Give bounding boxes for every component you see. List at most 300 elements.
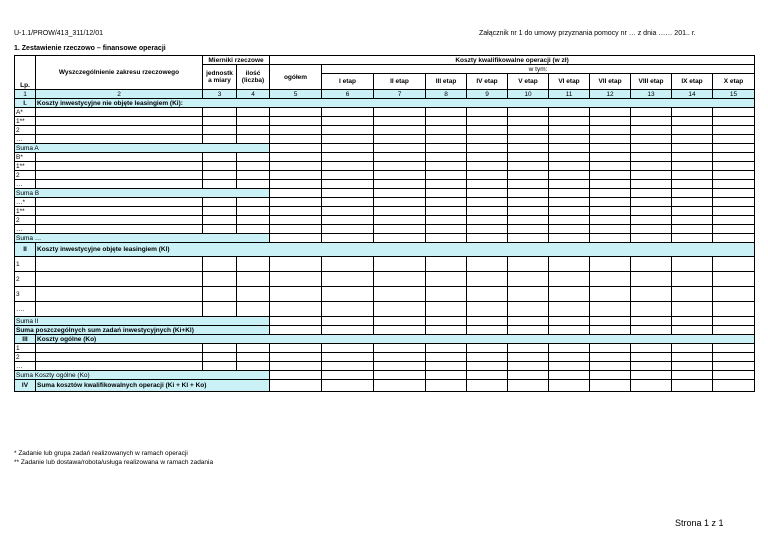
table-cell bbox=[467, 225, 508, 234]
table-cell bbox=[631, 126, 672, 135]
table-cell bbox=[467, 171, 508, 180]
table-cell bbox=[270, 108, 322, 117]
table-cell bbox=[36, 207, 203, 216]
sum-label: Suma poszczególnych sum zadań inwestycyjnych (Ki+Kl) bbox=[15, 326, 270, 335]
table-cell bbox=[374, 371, 426, 380]
table-cell bbox=[549, 189, 590, 198]
table-cell bbox=[508, 198, 549, 207]
table-cell bbox=[672, 171, 713, 180]
table-cell bbox=[508, 108, 549, 117]
section-title: 1. Zestawienie rzeczowo – finansowe operacji bbox=[14, 45, 166, 52]
sum-row bbox=[15, 317, 755, 326]
table-cell bbox=[374, 171, 426, 180]
table-cell bbox=[590, 198, 631, 207]
table-cell bbox=[203, 344, 237, 353]
stage-header: IV etap bbox=[467, 74, 508, 90]
table-cell bbox=[631, 189, 672, 198]
table-row bbox=[15, 162, 755, 171]
table-cell bbox=[270, 362, 322, 371]
section-row bbox=[15, 335, 755, 344]
section-title-cell: Koszty inwestycyjne nie objęte leasingiem (Ki): bbox=[36, 99, 755, 108]
table-cell bbox=[467, 126, 508, 135]
table-cell bbox=[374, 257, 426, 272]
table-cell bbox=[374, 144, 426, 153]
table-row bbox=[15, 117, 755, 126]
table-cell bbox=[36, 257, 203, 272]
table-cell bbox=[590, 371, 631, 380]
table-cell bbox=[631, 326, 672, 335]
row-label: 2 bbox=[15, 171, 36, 180]
table-cell bbox=[426, 344, 467, 353]
table-cell bbox=[549, 180, 590, 189]
table-cell bbox=[322, 207, 374, 216]
table-cell bbox=[590, 272, 631, 287]
table-cell bbox=[270, 344, 322, 353]
table-cell bbox=[374, 198, 426, 207]
table-cell bbox=[508, 225, 549, 234]
table-cell bbox=[631, 353, 672, 362]
stage-header: V etap bbox=[508, 74, 549, 90]
table-cell bbox=[467, 257, 508, 272]
table-cell bbox=[203, 135, 237, 144]
table-cell bbox=[203, 272, 237, 287]
table-cell bbox=[508, 153, 549, 162]
row-label: 1** bbox=[15, 117, 36, 126]
table-cell bbox=[713, 362, 755, 371]
table-cell bbox=[203, 287, 237, 302]
sum-label: Suma II bbox=[15, 317, 270, 326]
page-number: Strona 1 z 1 bbox=[675, 518, 724, 528]
section-title-cell: Suma kosztów kwalifikowalnych operacji (Ki + Kl + Ko) bbox=[36, 380, 270, 392]
col-number: 4 bbox=[237, 90, 270, 99]
table-cell bbox=[508, 180, 549, 189]
table-cell bbox=[36, 135, 203, 144]
table-cell bbox=[631, 225, 672, 234]
table-cell bbox=[549, 153, 590, 162]
table-cell bbox=[467, 380, 508, 392]
col-number: 6 bbox=[322, 90, 374, 99]
table-cell bbox=[322, 126, 374, 135]
section-row bbox=[15, 380, 755, 392]
col-number: 10 bbox=[508, 90, 549, 99]
table-cell bbox=[672, 225, 713, 234]
table-cell bbox=[203, 257, 237, 272]
table-cell bbox=[426, 234, 467, 243]
table-cell bbox=[270, 302, 322, 317]
table-cell bbox=[270, 162, 322, 171]
table-cell bbox=[631, 234, 672, 243]
table-cell bbox=[203, 302, 237, 317]
table-cell bbox=[672, 108, 713, 117]
table-cell bbox=[631, 371, 672, 380]
table-cell bbox=[549, 302, 590, 317]
table-cell bbox=[237, 287, 270, 302]
table-cell bbox=[672, 189, 713, 198]
table-cell bbox=[203, 362, 237, 371]
table-cell bbox=[672, 153, 713, 162]
table-cell bbox=[713, 126, 755, 135]
table-cell bbox=[549, 234, 590, 243]
table-cell bbox=[713, 371, 755, 380]
table-cell bbox=[631, 144, 672, 153]
table-cell bbox=[270, 135, 322, 144]
table-cell bbox=[713, 135, 755, 144]
row-label: B* bbox=[15, 153, 36, 162]
table-cell bbox=[270, 144, 322, 153]
table-cell bbox=[672, 162, 713, 171]
table-cell bbox=[549, 287, 590, 302]
table-cell bbox=[374, 207, 426, 216]
table-cell bbox=[374, 180, 426, 189]
table-cell bbox=[270, 126, 322, 135]
table-cell bbox=[631, 198, 672, 207]
table-row bbox=[15, 153, 755, 162]
table-cell bbox=[672, 135, 713, 144]
table-cell bbox=[713, 162, 755, 171]
section-number: IV bbox=[15, 380, 36, 392]
table-cell bbox=[426, 362, 467, 371]
table-cell bbox=[322, 117, 374, 126]
table-cell bbox=[467, 353, 508, 362]
table-cell bbox=[237, 362, 270, 371]
table-cell bbox=[713, 380, 755, 392]
table-cell bbox=[322, 216, 374, 225]
row-label: 2 bbox=[15, 272, 36, 287]
table-cell bbox=[508, 207, 549, 216]
section-number: I. bbox=[15, 99, 36, 108]
table-cell bbox=[713, 302, 755, 317]
table-cell bbox=[467, 189, 508, 198]
table-cell bbox=[322, 234, 374, 243]
table-cell bbox=[672, 257, 713, 272]
footnote-2: ** Zadanie lub dostawa/robota/usługa realizowana w ramach zadania bbox=[14, 459, 214, 466]
table-cell bbox=[549, 144, 590, 153]
table-cell bbox=[322, 135, 374, 144]
table-cell bbox=[203, 180, 237, 189]
table-cell bbox=[467, 362, 508, 371]
table-cell bbox=[549, 362, 590, 371]
table-cell bbox=[203, 153, 237, 162]
row-label: 1** bbox=[15, 162, 36, 171]
header-row-1 bbox=[15, 56, 755, 65]
stage-header: X etap bbox=[713, 74, 755, 90]
stage-header: IX etap bbox=[672, 74, 713, 90]
total-header: ogółem bbox=[270, 65, 322, 90]
table-cell bbox=[508, 162, 549, 171]
sum-row bbox=[15, 189, 755, 198]
row-label: … bbox=[15, 225, 36, 234]
table-cell bbox=[590, 257, 631, 272]
section-title-cell: Koszty inwestycyjne objęte leasingiem (Kl) bbox=[36, 243, 755, 257]
table-cell bbox=[631, 380, 672, 392]
table-row bbox=[15, 344, 755, 353]
table-cell bbox=[270, 180, 322, 189]
col-number: 8 bbox=[426, 90, 467, 99]
stage-header: III etap bbox=[426, 74, 467, 90]
table-cell bbox=[672, 117, 713, 126]
table-cell bbox=[36, 302, 203, 317]
table-cell bbox=[467, 272, 508, 287]
table-cell bbox=[270, 225, 322, 234]
table-cell bbox=[590, 353, 631, 362]
table-cell bbox=[590, 326, 631, 335]
table-cell bbox=[237, 257, 270, 272]
table-cell bbox=[672, 371, 713, 380]
table-cell bbox=[322, 153, 374, 162]
unit-header: jednostk a miary bbox=[203, 65, 237, 90]
row-label: 2 bbox=[15, 353, 36, 362]
table-cell bbox=[631, 171, 672, 180]
table-cell bbox=[237, 272, 270, 287]
table-cell bbox=[237, 162, 270, 171]
table-cell bbox=[549, 108, 590, 117]
stage-header: VI etap bbox=[549, 74, 590, 90]
table-cell bbox=[426, 162, 467, 171]
table-cell bbox=[426, 117, 467, 126]
table-cell bbox=[374, 380, 426, 392]
table-cell bbox=[590, 108, 631, 117]
table-cell bbox=[237, 180, 270, 189]
table-cell bbox=[270, 353, 322, 362]
table-cell bbox=[322, 344, 374, 353]
table-cell bbox=[467, 317, 508, 326]
table-cell bbox=[426, 207, 467, 216]
row-label: 2 bbox=[15, 126, 36, 135]
table-cell bbox=[672, 326, 713, 335]
table-row bbox=[15, 108, 755, 117]
table-cell bbox=[36, 153, 203, 162]
table-cell bbox=[36, 272, 203, 287]
table-cell bbox=[590, 207, 631, 216]
section-title-cell: Koszty ogólne (Ko) bbox=[36, 335, 755, 344]
table-cell bbox=[374, 135, 426, 144]
table-cell bbox=[672, 344, 713, 353]
row-label: 1** bbox=[15, 207, 36, 216]
table-cell bbox=[36, 225, 203, 234]
table-cell bbox=[426, 180, 467, 189]
table-cell bbox=[467, 162, 508, 171]
table-cell bbox=[508, 344, 549, 353]
table-cell bbox=[713, 153, 755, 162]
table-cell bbox=[322, 144, 374, 153]
table-cell bbox=[590, 126, 631, 135]
table-cell bbox=[467, 371, 508, 380]
table-cell bbox=[426, 326, 467, 335]
table-cell bbox=[322, 257, 374, 272]
table-cell bbox=[631, 257, 672, 272]
table-row bbox=[15, 171, 755, 180]
table-cell bbox=[374, 225, 426, 234]
table-cell bbox=[36, 344, 203, 353]
table-cell bbox=[374, 353, 426, 362]
col-number: 3 bbox=[203, 90, 237, 99]
table-cell bbox=[508, 380, 549, 392]
table-cell bbox=[631, 117, 672, 126]
sum-row bbox=[15, 234, 755, 243]
table-cell bbox=[426, 380, 467, 392]
table-cell bbox=[237, 198, 270, 207]
table-cell bbox=[713, 171, 755, 180]
column-numbers-row bbox=[15, 90, 755, 99]
table-cell bbox=[322, 371, 374, 380]
table-cell bbox=[467, 117, 508, 126]
table-row bbox=[15, 353, 755, 362]
row-label: 2 bbox=[15, 216, 36, 225]
table-cell bbox=[322, 380, 374, 392]
table-cell bbox=[508, 317, 549, 326]
table-cell bbox=[322, 198, 374, 207]
table-cell bbox=[203, 171, 237, 180]
table-cell bbox=[237, 171, 270, 180]
table-cell bbox=[508, 171, 549, 180]
attachment-note: Załącznik nr 1 do umowy przyznania pomocy nr … z dnia …… 201.. r. bbox=[479, 30, 696, 37]
table-cell bbox=[36, 287, 203, 302]
stage-header: II etap bbox=[374, 74, 426, 90]
table-row bbox=[15, 198, 755, 207]
table-cell bbox=[36, 180, 203, 189]
table-cell bbox=[322, 317, 374, 326]
table-cell bbox=[508, 126, 549, 135]
table-cell bbox=[549, 272, 590, 287]
table-cell bbox=[508, 257, 549, 272]
table-cell bbox=[590, 180, 631, 189]
table-cell bbox=[203, 108, 237, 117]
table-cell bbox=[270, 234, 322, 243]
table-cell bbox=[549, 135, 590, 144]
table-cell bbox=[631, 180, 672, 189]
table-cell bbox=[713, 225, 755, 234]
col-number: 1 bbox=[15, 90, 36, 99]
table-cell bbox=[374, 326, 426, 335]
table-cell bbox=[237, 225, 270, 234]
table-cell bbox=[713, 198, 755, 207]
table-cell bbox=[508, 144, 549, 153]
table-cell bbox=[467, 153, 508, 162]
table-cell bbox=[549, 344, 590, 353]
table-row bbox=[15, 207, 755, 216]
section-row bbox=[15, 243, 755, 257]
table-cell bbox=[374, 317, 426, 326]
table-cell bbox=[508, 302, 549, 317]
table-cell bbox=[713, 117, 755, 126]
table-cell bbox=[270, 189, 322, 198]
table-cell bbox=[549, 207, 590, 216]
table-row bbox=[15, 135, 755, 144]
table-cell bbox=[36, 126, 203, 135]
table-cell bbox=[631, 287, 672, 302]
table-cell bbox=[426, 135, 467, 144]
table-row bbox=[15, 225, 755, 234]
table-cell bbox=[374, 272, 426, 287]
table-cell bbox=[270, 317, 322, 326]
measures-header: Mierniki rzeczowe bbox=[203, 56, 270, 65]
table-cell bbox=[237, 108, 270, 117]
table-cell bbox=[508, 216, 549, 225]
table-cell bbox=[549, 353, 590, 362]
lp-header: Lp. bbox=[15, 56, 36, 90]
table-cell bbox=[467, 180, 508, 189]
sum-label: Suma B bbox=[15, 189, 270, 198]
table-cell bbox=[374, 234, 426, 243]
table-cell bbox=[549, 225, 590, 234]
table-cell bbox=[672, 317, 713, 326]
table-cell bbox=[549, 326, 590, 335]
table-row bbox=[15, 216, 755, 225]
table-cell bbox=[270, 207, 322, 216]
table-cell bbox=[322, 287, 374, 302]
section-row bbox=[15, 99, 755, 108]
table-cell bbox=[237, 344, 270, 353]
table-cell bbox=[203, 225, 237, 234]
table-cell bbox=[508, 117, 549, 126]
col-number: 9 bbox=[467, 90, 508, 99]
row-label: … bbox=[15, 135, 36, 144]
table-cell bbox=[713, 108, 755, 117]
table-cell bbox=[631, 153, 672, 162]
table-cell bbox=[322, 302, 374, 317]
table-cell bbox=[36, 108, 203, 117]
table-cell bbox=[237, 207, 270, 216]
col-number: 7 bbox=[374, 90, 426, 99]
table-cell bbox=[270, 171, 322, 180]
section-number: II bbox=[15, 243, 36, 257]
table-cell bbox=[508, 371, 549, 380]
table-cell bbox=[549, 216, 590, 225]
table-cell bbox=[426, 108, 467, 117]
table-cell bbox=[672, 272, 713, 287]
col-number: 5 bbox=[270, 90, 322, 99]
table-cell bbox=[374, 153, 426, 162]
sum-row bbox=[15, 144, 755, 153]
table-row bbox=[15, 272, 755, 287]
table-row bbox=[15, 287, 755, 302]
table-cell bbox=[203, 353, 237, 362]
table-cell bbox=[374, 189, 426, 198]
table-cell bbox=[672, 144, 713, 153]
table-cell bbox=[426, 371, 467, 380]
table-cell bbox=[672, 126, 713, 135]
table-cell bbox=[374, 117, 426, 126]
stage-header: I etap bbox=[322, 74, 374, 90]
table-cell bbox=[672, 353, 713, 362]
table-cell bbox=[203, 198, 237, 207]
table-cell bbox=[270, 216, 322, 225]
table-cell bbox=[374, 302, 426, 317]
table-cell bbox=[203, 117, 237, 126]
table-cell bbox=[631, 362, 672, 371]
col-number: 15 bbox=[713, 90, 755, 99]
table-cell bbox=[467, 302, 508, 317]
table-cell bbox=[36, 198, 203, 207]
table-cell bbox=[672, 380, 713, 392]
stage-header: VII etap bbox=[590, 74, 631, 90]
scope-header: Wyszczególnienie zakresu rzeczowego bbox=[36, 56, 203, 90]
qty-header: ilość (liczba) bbox=[237, 65, 270, 90]
table-cell bbox=[508, 287, 549, 302]
table-cell bbox=[36, 362, 203, 371]
sum-label: Suma Koszty ogólne (Ko) bbox=[15, 371, 270, 380]
table-cell bbox=[36, 162, 203, 171]
table-cell bbox=[322, 171, 374, 180]
table-cell bbox=[374, 287, 426, 302]
table-cell bbox=[322, 326, 374, 335]
table-cell bbox=[374, 162, 426, 171]
document-id: U-1.1/PROW/413_311/12/01 bbox=[14, 30, 103, 37]
table-cell bbox=[672, 216, 713, 225]
table-cell bbox=[203, 207, 237, 216]
table-cell bbox=[508, 353, 549, 362]
table-cell bbox=[467, 198, 508, 207]
